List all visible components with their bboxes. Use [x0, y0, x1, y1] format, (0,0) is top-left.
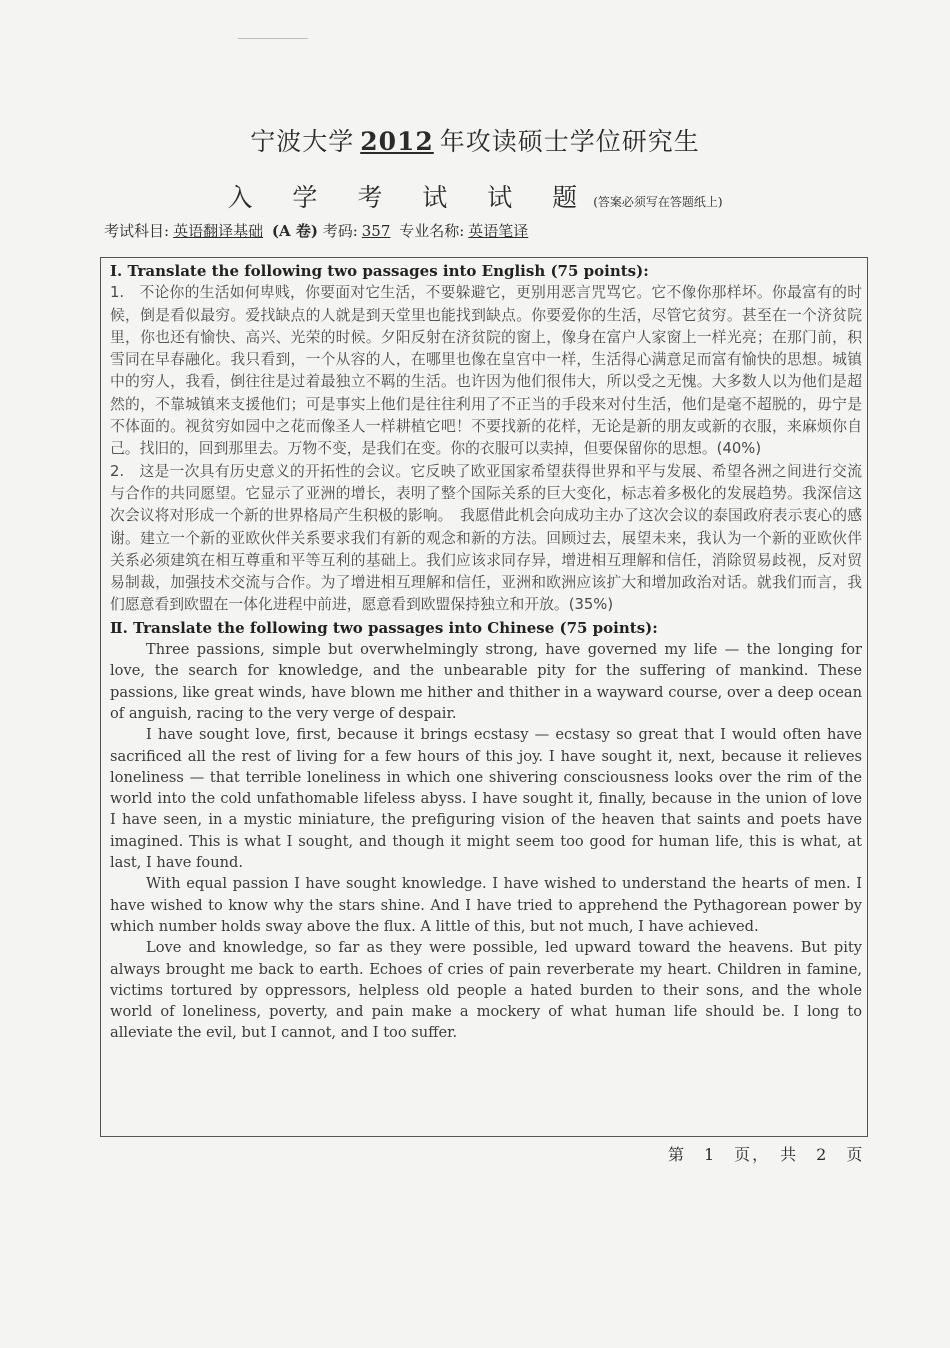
section2-heading: Ⅱ. Translate the following two passages into Chinese (75 points):: [110, 618, 658, 637]
page-number: 第 1 页， 共 2 页: [668, 1145, 865, 1164]
major-label: 专业名称:: [399, 222, 465, 240]
english-paragraph-3: With equal passion I have sought knowledge. I have wished to understand the hearts of men. I have wished to know why the stars shine. And I have tried to apprehend the Pythagorean power by which number holds sway above the flux. A little of this, but not much, I have achieved.: [110, 875, 862, 935]
section1-heading: I. Translate the following two passages into English (75 points):: [110, 262, 649, 280]
code-value: 357: [361, 222, 391, 240]
english-paragraph-1: Three passions, simple but overwhelmingly strong, have governed my life — the longing for love, the search for knowledge, and the unbearable pity for the suffering of mankind. These passions, like great winds, have blown me hither and thither in a wayward course, over a deep ocean of anguish, racing to the very verge of despair.: [110, 641, 862, 722]
exam-title: [0, 122, 950, 158]
passage-2: 2. 这是一次具有历史意义的开拓性的会议。它反映了欧亚国家希望获得世界和平与发展、希望各洲之间进行交流与合作的共同愿望。它显示了亚洲的增长，表明了整个国际关系的巨大变化，标志着多极化的发展趋势。我深信这次会议将对形成一个新的世界格局产生积极的影响。 我愿借此机会向成功主办了这次会议的泰国政府表示衷心的感谢。建立一个新的亚欧伙伴关系要求我们有新的观念和新的方法。回顾过去，展望未来，我认为一个新的亚欧伙伴关系必须建筑在相互尊重和平等互利的基础上。我们应该求同存异，增进相互理解和信任，消除贸易歧视，反对贸易制裁，加强技术交流与合作。为了增进相互理解和信任，亚洲和欧洲应该扩大和增加政治对话。就我们而言，我们愿意看到欧盟在一体化进程中前进，愿意看到欧盟保持独立和开放。(35%): [110, 462, 862, 614]
subject-value: 英语翻译基础: [173, 222, 264, 240]
major-value: 英语笔译: [468, 222, 529, 240]
question-content: [110, 260, 862, 1044]
exam-subtitle: [0, 178, 950, 214]
exam-year: 2012: [360, 127, 434, 156]
subtitle-text: 入 学 考 试 试 题: [227, 183, 594, 212]
subject-line: [104, 220, 864, 241]
answer-note: (答案必须写在答题纸上): [593, 195, 723, 209]
title-suffix: 年攻读硕士学位研究生: [439, 127, 700, 156]
english-paragraph-2: I have sought love, first, because it brings ecstasy — ecstasy so great that I would often have sacrificed all the rest of living for a few hours of this joy. I have sought it, next, because it relieves loneliness — that terrible loneliness in which one shivering consciousness looks over the rim of the world into the cold unfathomable lifeless abyss. I have sought it, finally, because in the union of love I have seen, in a mystic miniature, the prefiguring vision of the heaven that saints and poets have imagined. This is what I sought, and though it might seem too good for human life, this is what, at last, I have found.: [110, 726, 862, 872]
english-paragraph-4: Love and knowledge, so far as they were possible, led upward toward the heavens. But pity always brought me back to earth. Echoes of cries of pain reverberate my heart. Children in famine, victims tortured by oppressors, helpless old people a hated burden to their sons, and the whole world of loneliness, poverty, and pain make a mockery of what human life should be. I long to alleviate the evil, but I cannot, and I too suffer.: [110, 939, 862, 1042]
scan-mark: [238, 38, 308, 39]
subject-label: 考试科目:: [104, 222, 170, 240]
passage-1: 1. 不论你的生活如何卑贱，你要面对它生活，不要躲避它，更别用恶言咒骂它。它不像你那样坏。你最富有的时候，倒是看似最穷。爱找缺点的人就是到天堂里也能找到缺点。你要爱你的生活，尽管它贫穷。甚至在一个济贫院里，你也还有愉快、高兴、光荣的时候。夕阳反射在济贫院的窗上，像身在富户人家窗上一样光亮；在那门前，积雪同在早春融化。我只看到，一个从容的人，在哪里也像在皇宫中一样，生活得心满意足而富有愉快的思想。城镇中的穷人，我看，倒往往是过着最独立不羁的生活。也许因为他们很伟大，所以受之无愧。大多数人以为他们是超然的，不靠城镇来支援他们；可是事实上他们是往往利用了不正当的手段来对付生活，他们是毫不超脱的，毋宁是不体面的。视贫穷如园中之花而像圣人一样耕植它吧！不要找新的花样，无论是新的朋友或新的衣服，来麻烦你自己。找旧的，回到那里去。万物不变，是我们在变。你的衣服可以卖掉，但要保留你的思想。(40%): [110, 284, 862, 458]
code-label: 考码:: [322, 222, 358, 240]
title-prefix: 宁波大学: [250, 127, 355, 156]
paper-label: (A 卷): [271, 222, 318, 240]
